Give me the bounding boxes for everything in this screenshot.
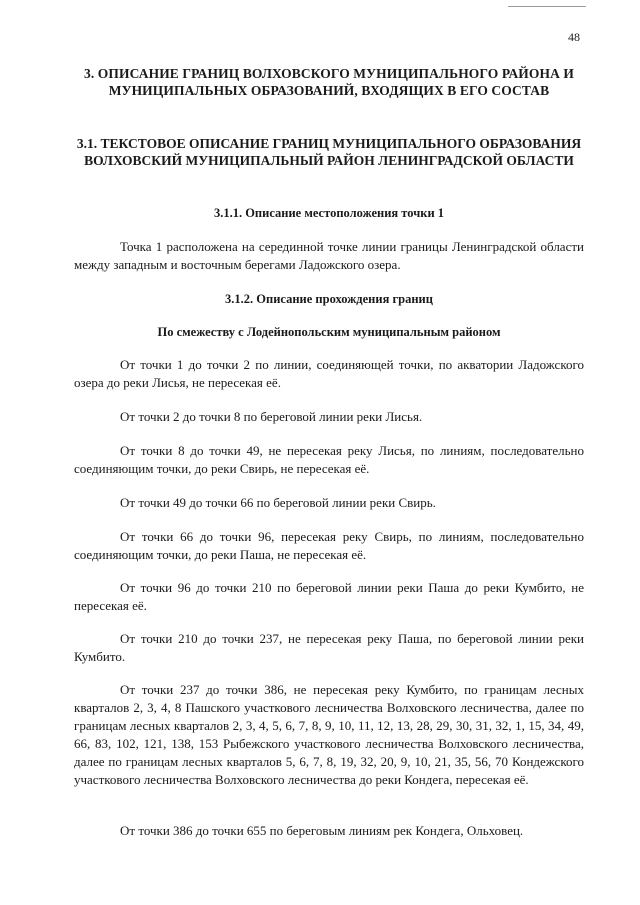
boundary-paragraph: От точки 237 до точки 386, не пересекая реку Кумбито, по границам лесных кварталов 2, 3, 4, 8 Пашского участкового лесничества Волховского лесничества, далее по границам лесных кварталов 2, 3, 4, 5, 6, 7, 8, 9, 10, 11, 12, 13, 28, 29, 30, 31, 32, 1, 15, 34, 49, 66, 83, 102, 121, 138, 153 Рыбежского участкового лесничества Волховского лесничества, далее по границам лесных кварталов 5, 6, 7, 8, 19, 32, 20, 9, 10, 21, 35, 56, 70 Кондежского участкового лесничества Волховского лесничества до реки Кондега, пересекая её. xyxy=(74,682,584,787)
boundary-paragraph: От точки 8 до точки 49, не пересекая реку Лисья, по линиям, последовательно соединяющим точки, до реки Свирь, не пересекая её. xyxy=(74,443,584,476)
page-number: 48 xyxy=(568,30,580,44)
boundary-heading: 3.1.2. Описание прохождения границ xyxy=(225,292,433,306)
boundary-paragraph: От точки 96 до точки 210 по береговой линии реки Паша до реки Кумбито, не пересекая её. xyxy=(74,580,584,613)
boundary-paragraph: От точки 386 до точки 655 по береговым линиям рек Кондега, Ольховец. xyxy=(120,823,524,838)
boundary-paragraph: От точки 210 до точки 237, не пересекая реку Паша, по береговой линии реки Кумбито. xyxy=(74,631,584,664)
boundary-paragraph: От точки 2 до точки 8 по береговой линии реки Лисья. xyxy=(120,409,423,424)
section-title: 3. ОПИСАНИЕ ГРАНИЦ ВОЛХОВСКОГО МУНИЦИПАЛЬНОГО РАЙОНА И МУНИЦИПАЛЬНЫХ ОБРАЗОВАНИЙ, ВХОДЯЩИХ В ЕГО СОСТАВ xyxy=(83,66,575,98)
scan-artifact-line xyxy=(508,6,586,7)
boundary-paragraph: От точки 49 до точки 66 по береговой линии реки Свирь. xyxy=(120,495,436,510)
neighbor-heading: По смежеству с Лодейнопольским муниципальным районом xyxy=(157,325,501,339)
point-heading: 3.1.1. Описание местоположения точки 1 xyxy=(213,206,445,220)
boundary-paragraph: От точки 1 до точки 2 по линии, соединяющей точки, по акватории Ладожского озера до реки Лисья, не пересекая её. xyxy=(74,357,584,390)
subsection-title: 3.1. ТЕКСТОВОЕ ОПИСАНИЕ ГРАНИЦ МУНИЦИПАЛЬНОГО ОБРАЗОВАНИЯ ВОЛХОВСКИЙ МУНИЦИПАЛЬНЫЙ РАЙОН ЛЕНИНГРАДСКОЙ ОБЛАСТИ xyxy=(76,136,582,168)
point-description: Точка 1 расположена на серединной точке линии границы Ленинградской области между западным и восточным берегами Ладожского озера. xyxy=(74,239,584,272)
boundary-paragraph: От точки 66 до точки 96, пересекая реку Свирь, по линиям, последовательно соединяющим точки, до реки Паша, не пересекая её. xyxy=(74,529,584,562)
